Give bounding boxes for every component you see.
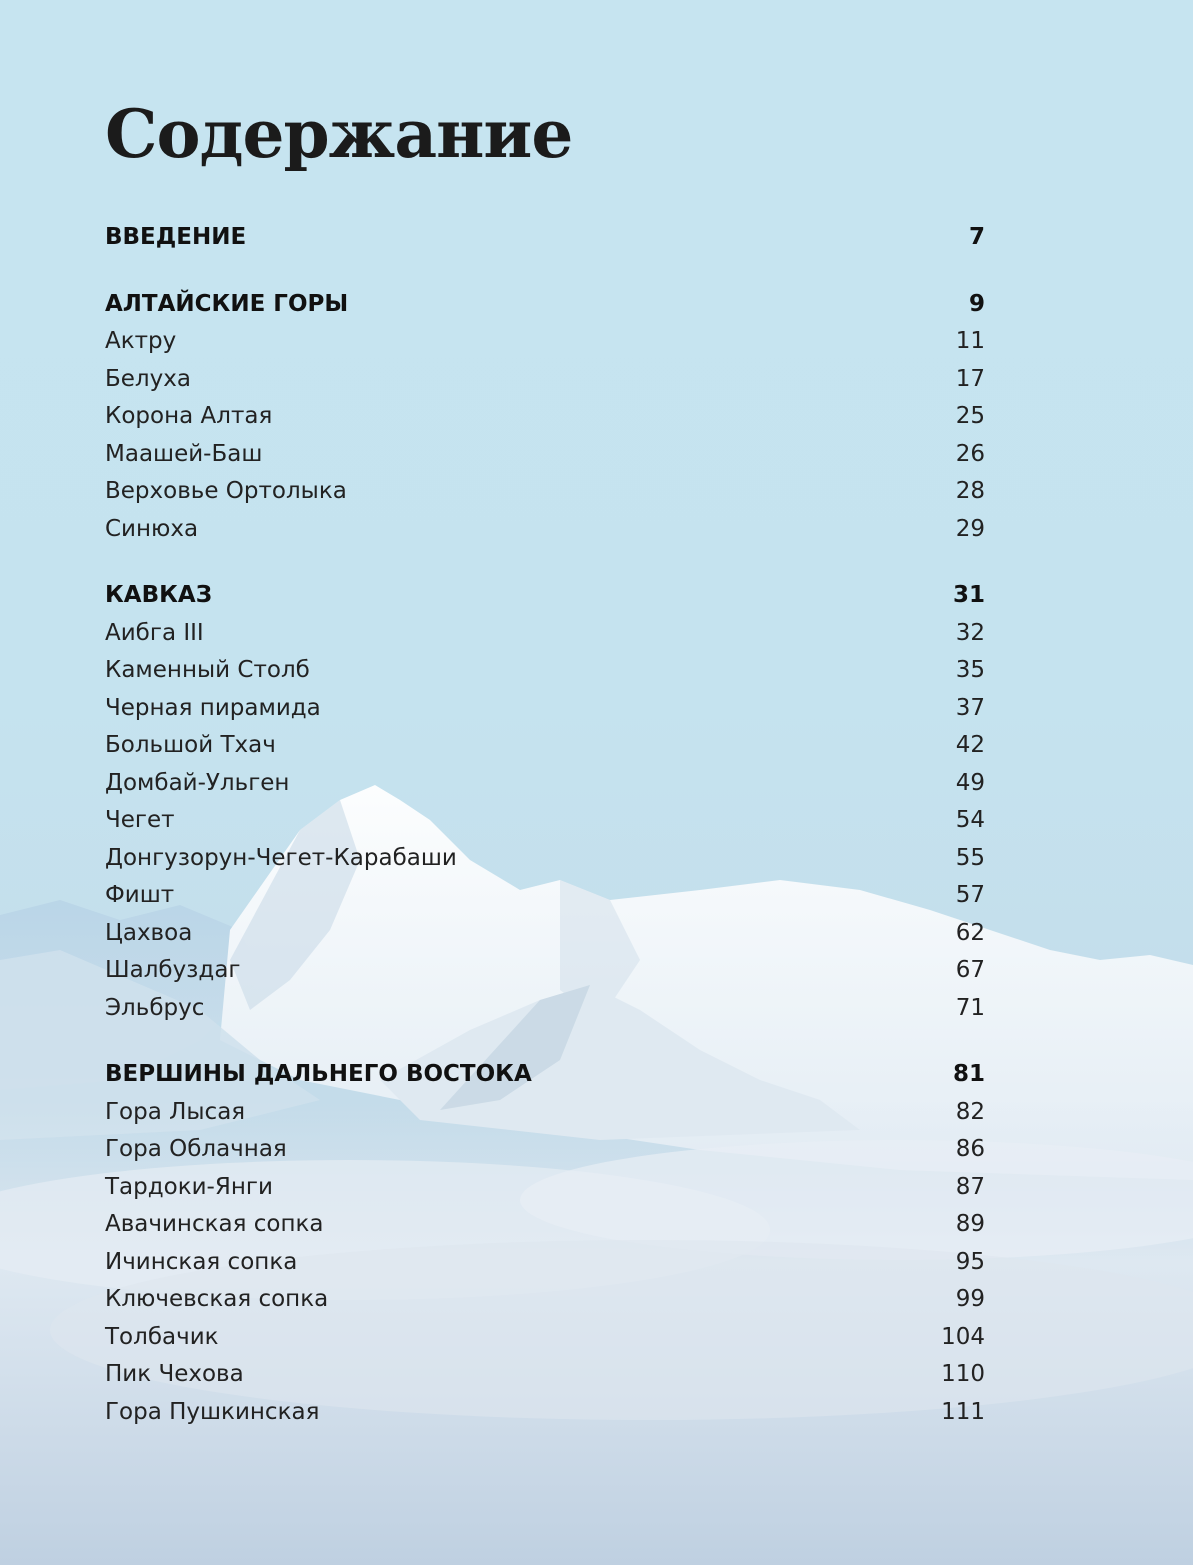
toc-page-number: 9 [968, 290, 985, 317]
toc-entry-title: Аибга III [105, 619, 204, 646]
toc-page-number: 67 [955, 957, 985, 983]
toc-page-number: 54 [955, 807, 985, 833]
toc-entry[interactable] [105, 876, 985, 914]
page-title: Содержание [105, 95, 573, 173]
toc-page-number: 95 [955, 1248, 985, 1275]
toc-entry[interactable] [105, 472, 985, 510]
toc-entry-title: Корона Алтая [105, 403, 273, 429]
toc-entry[interactable] [105, 914, 985, 952]
toc-page-number: 87 [955, 1173, 985, 1200]
toc-entry-title: Гора Облачная [105, 1136, 287, 1162]
toc-entry[interactable] [105, 801, 985, 839]
toc-entry-title: Маашей-Баш [105, 440, 263, 467]
toc-page-number: 17 [955, 365, 985, 392]
toc-entry-title: Каменный Столб [105, 657, 310, 683]
toc-entry-title: Ичинская сопка [105, 1248, 298, 1275]
toc-page-number: 35 [955, 657, 985, 683]
toc-page-number: 7 [968, 224, 985, 250]
toc-page-number: 86 [955, 1136, 985, 1162]
toc-entry-title: Черная пирамида [105, 694, 321, 721]
toc-entry-title: Домбай-Ульген [105, 769, 290, 796]
toc-page-number: 81 [952, 1061, 985, 1087]
toc-entry[interactable] [105, 1355, 985, 1393]
toc-page-number: 104 [941, 1323, 985, 1350]
toc-entry-title: Толбачик [105, 1323, 219, 1350]
toc-entry[interactable] [105, 322, 985, 360]
toc-entry-title: Пик Чехова [105, 1361, 244, 1387]
toc-page-number: 71 [955, 994, 985, 1021]
toc-entry-title: Тардоки-Янги [105, 1173, 273, 1200]
toc-page-number: 55 [955, 844, 985, 871]
toc-entry-title: Ключевская сопка [105, 1286, 329, 1312]
toc-entry[interactable] [105, 1243, 985, 1281]
toc-entry-title: Гора Пушкинская [105, 1398, 320, 1425]
toc-page-number: 32 [955, 619, 985, 646]
toc-entry-title: Верховье Ортолыка [105, 478, 347, 504]
toc-section-title: КАВКАЗ [105, 582, 213, 608]
toc-page-number: 31 [952, 582, 985, 608]
toc-page-number: 26 [955, 440, 985, 467]
toc-page-number: 29 [955, 515, 985, 542]
toc-entry[interactable] [105, 1130, 985, 1168]
toc-entry-title: Гора Лысая [105, 1098, 246, 1125]
toc-entry-title: Белуха [105, 365, 191, 392]
toc-entry[interactable] [105, 839, 985, 877]
toc-section-title: АЛТАЙСКИЕ ГОРЫ [105, 290, 349, 317]
toc-entry-title: Большой Тхач [105, 732, 276, 758]
toc-entry-title: Эльбрус [105, 994, 205, 1021]
toc-entry[interactable] [105, 435, 985, 473]
toc-page-number: 62 [955, 919, 985, 946]
toc-entry[interactable] [105, 689, 985, 727]
toc-entry-title: Авачинская сопка [105, 1211, 324, 1237]
toc-page-number: 82 [955, 1098, 985, 1125]
toc-entry-title: Синюха [105, 515, 199, 542]
toc-entry-title: Чегет [105, 807, 175, 833]
toc-page-number: 11 [955, 328, 985, 354]
toc-entry[interactable] [105, 1280, 985, 1318]
toc-entry-title: Актру [105, 328, 177, 354]
toc-entry[interactable] [105, 989, 985, 1027]
toc-page-number: 110 [941, 1361, 985, 1387]
toc-page-number: 99 [955, 1286, 985, 1312]
toc-entry[interactable] [105, 510, 985, 548]
toc-entry[interactable] [105, 614, 985, 652]
toc-entry-title: Донгузорун-Чегет-Карабаши [105, 844, 457, 871]
toc-page-number: 111 [941, 1398, 985, 1425]
toc-page-number: 89 [955, 1211, 985, 1237]
toc-entry[interactable] [105, 1168, 985, 1206]
toc-page-number: 49 [955, 769, 985, 796]
toc-entry[interactable] [105, 651, 985, 689]
toc-entry-title: Фишт [105, 882, 175, 908]
toc-section-title: ВВЕДЕНИЕ [105, 224, 247, 250]
toc-page-number: 37 [955, 694, 985, 721]
toc-entry[interactable] [105, 1205, 985, 1243]
toc-entry-title: Цахвоа [105, 919, 193, 946]
toc-section[interactable] [105, 218, 985, 256]
toc-page-number: 25 [955, 403, 985, 429]
toc-entry[interactable] [105, 397, 985, 435]
toc-section[interactable] [105, 285, 985, 323]
toc-entry[interactable] [105, 1093, 985, 1131]
toc-section-title: ВЕРШИНЫ ДАЛЬНЕГО ВОСТОКА [105, 1061, 532, 1087]
toc-entry[interactable] [105, 1318, 985, 1356]
toc-entry[interactable] [105, 1393, 985, 1431]
toc-entry[interactable] [105, 360, 985, 398]
toc-section[interactable] [105, 576, 985, 614]
toc-entry[interactable] [105, 764, 985, 802]
toc-page-number: 28 [955, 478, 985, 504]
toc-section[interactable] [105, 1055, 985, 1093]
toc-page-number: 57 [955, 882, 985, 908]
toc-page-number: 42 [955, 732, 985, 758]
toc-entry-title: Шалбуздаг [105, 957, 241, 983]
toc-entry[interactable] [105, 726, 985, 764]
toc-entry[interactable] [105, 951, 985, 989]
